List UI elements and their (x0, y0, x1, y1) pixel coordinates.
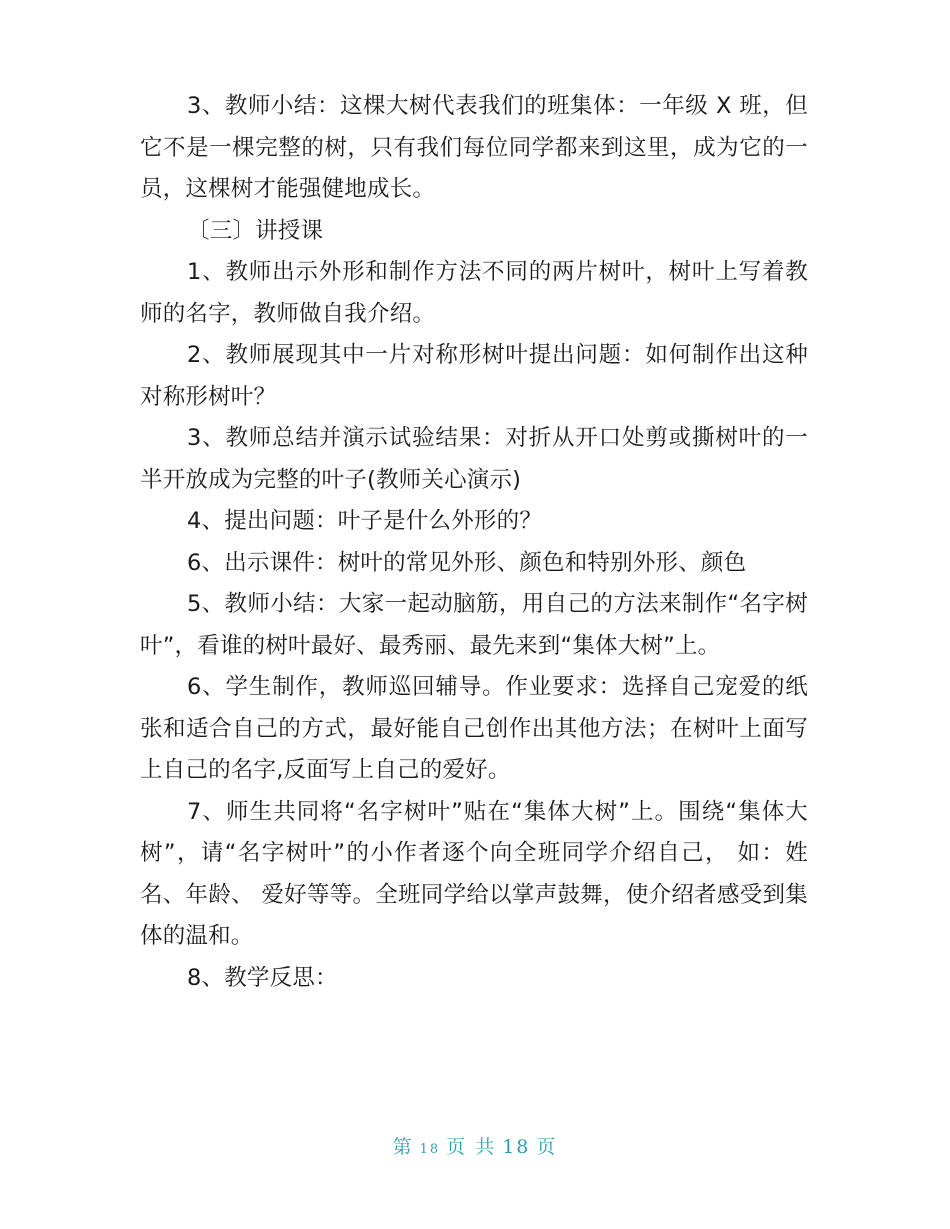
document-body (140, 86, 808, 999)
page-footer (0, 1132, 950, 1159)
paragraph-step-4: 4、提出问题：叶子是什么外形的？ (187, 508, 543, 534)
paragraph-step-3: 3、教师总结并演示试验结果：对折从开口处剪或撕树叶的一半开放成为完整的叶子(教师关心演示) (140, 425, 808, 493)
footer-middle: 页 共 (446, 1136, 497, 1158)
paragraph-step-6b: 6、学生制作，教师巡回辅导。作业要求：选择自己宠爱的纸张和适合自己的方式，最好能自己创作出其他方法；在树叶上面写上自己的名字,反面写上自己的爱好。 (140, 674, 808, 783)
footer-total-pages: 18 (502, 1136, 531, 1158)
paragraph-step-1: 1、教师出示外形和制作方法不同的两片树叶，树叶上写着教师的名字，教师做自我介绍。 (140, 259, 808, 327)
footer-current-page: 18 (419, 1142, 441, 1157)
footer-suffix: 页 (536, 1136, 558, 1158)
paragraph-step-8: 8、教学反思： (187, 964, 338, 991)
paragraph-step-2: 2、教师展现其中一片对称形树叶提出问题：如何制作出这种对称形树叶？ (140, 342, 808, 410)
footer-prefix: 第 (392, 1136, 414, 1158)
section-heading-lecture: 〔三〕讲授课 (187, 217, 324, 244)
paragraph-step-5: 5、教师小结：大家一起动脑筋，用自己的方法来制作“名字树叶”，看谁的树叶最好、最秀丽、最先来到“集体大树”上。 (140, 591, 808, 659)
paragraph-teacher-summary-1: 3、教师小结：这棵大树代表我们的班集体：一年级 X 班，但它不是一棵完整的树，只有我们每位同学都来到这里，成为它的一员，这棵树才能强健地成长。 (140, 93, 808, 202)
paragraph-step-7: 7、师生共同将“名字树叶”贴在“集体大树”上。围绕“集体大树”，请“名字树叶”的小作者逐个向全班同学介绍自己， 如：姓名、年龄、 爱好等等。全班同学给以掌声鼓舞，使介绍者感受到集体的温和。 (140, 798, 808, 949)
paragraph-step-6a: 6、出示课件：树叶的常见外形、颜色和特别外形、颜色 (187, 549, 747, 576)
